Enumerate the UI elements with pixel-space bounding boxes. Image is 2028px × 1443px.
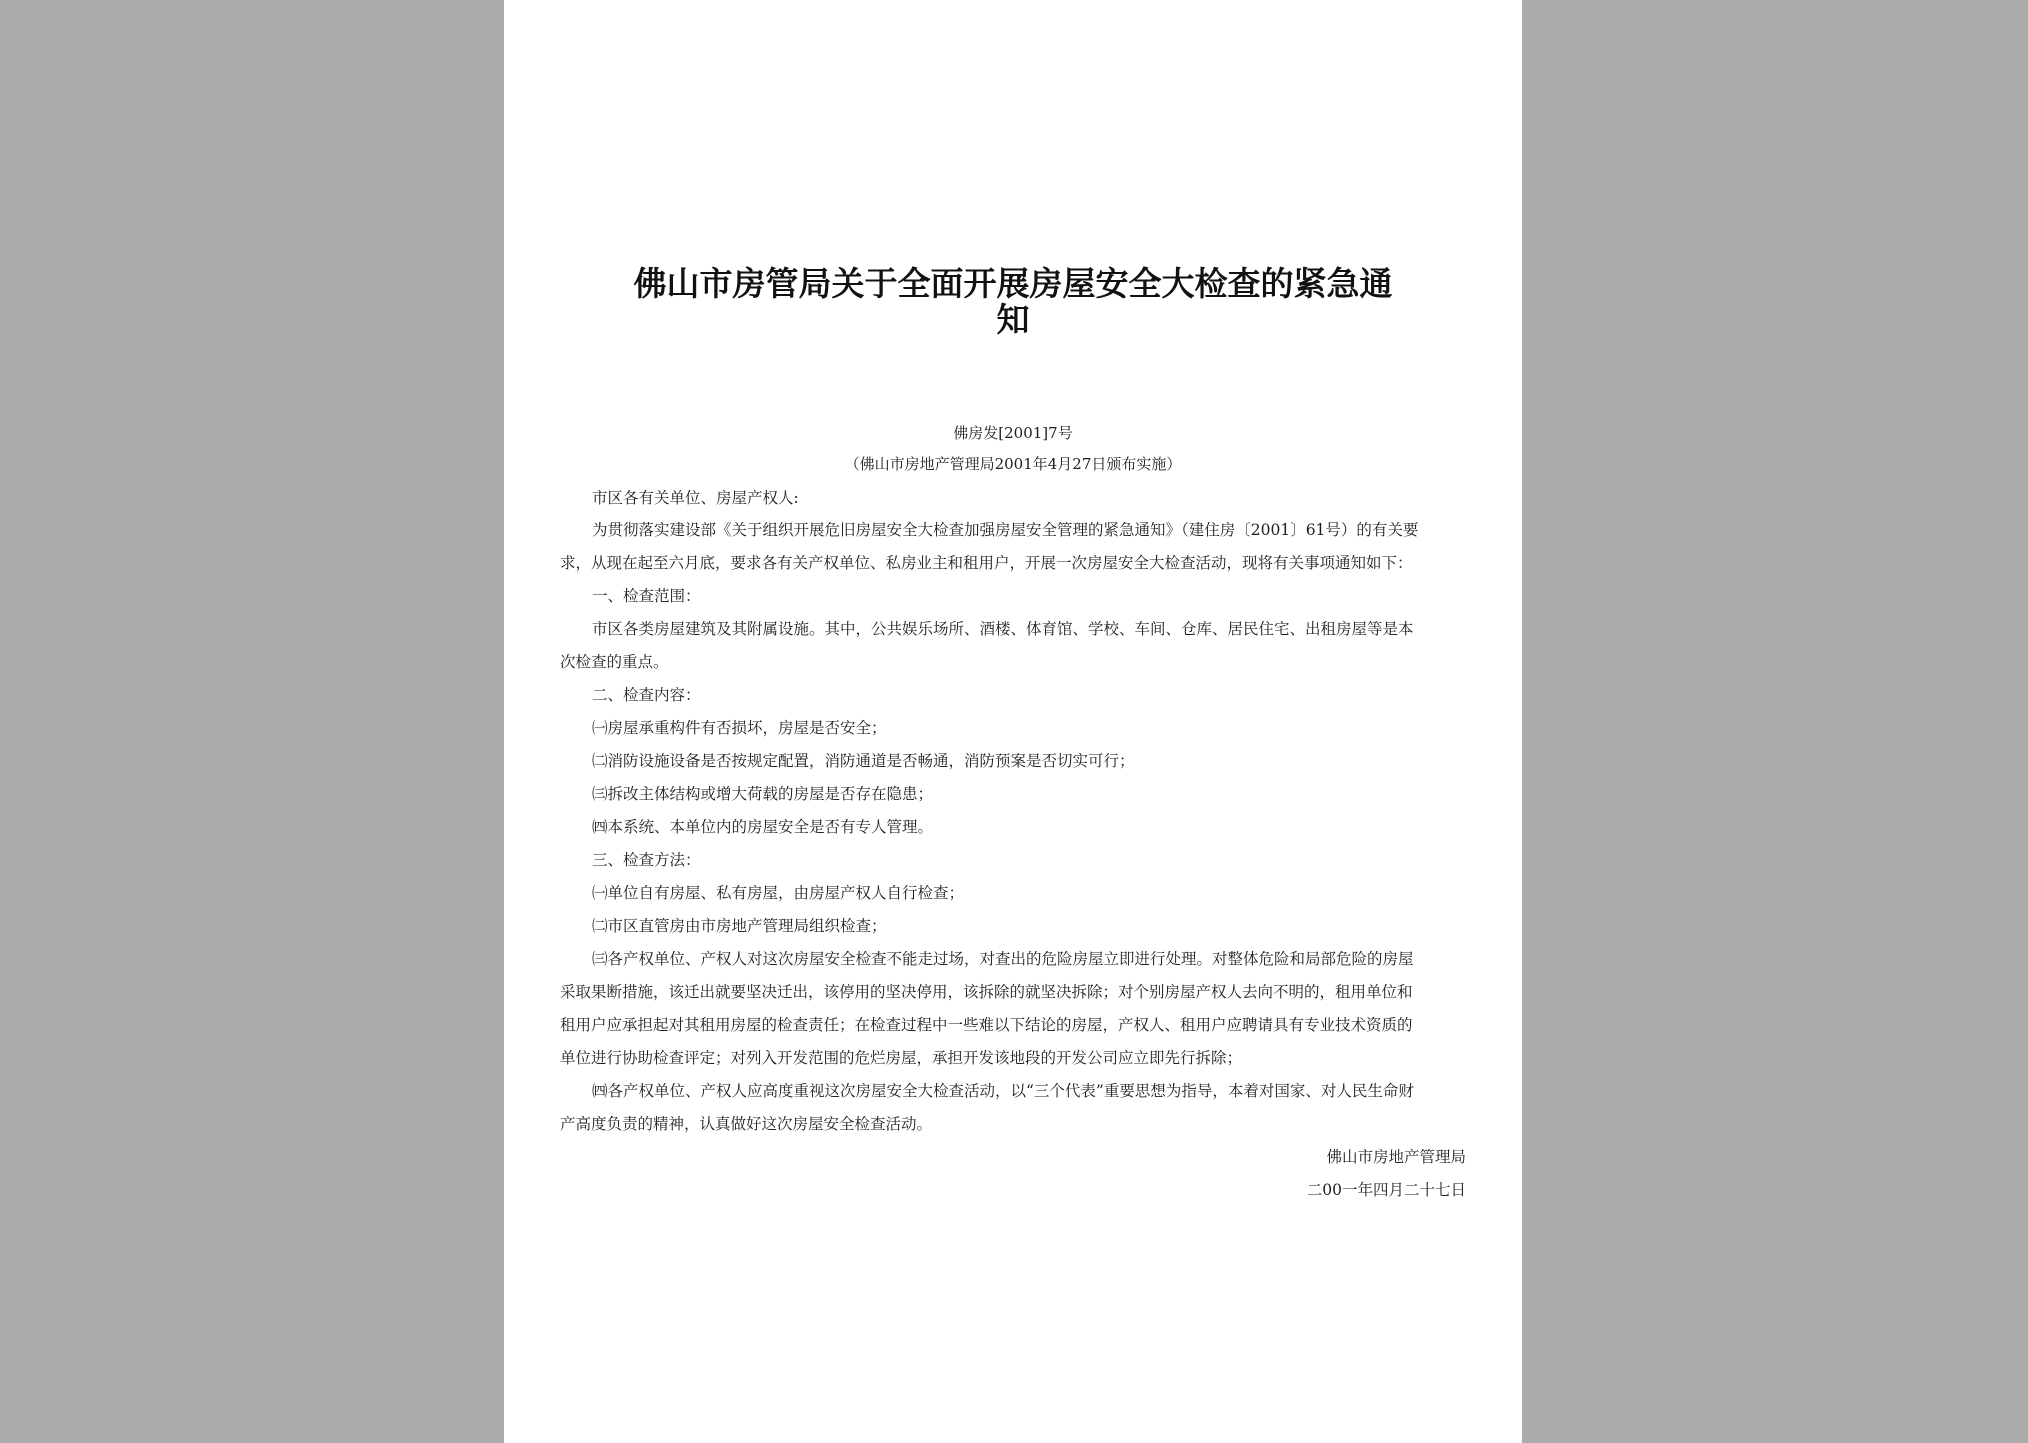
signature: 佛山市房地产管理局 bbox=[1326, 1148, 1466, 1166]
intro-line: 为贯彻落实建设部《关于组织开展危旧房屋安全大检查加强房屋安全管理的紧急通知》（建住房〔2001〕61号）的有关要 bbox=[592, 521, 1419, 539]
paragraph-line: 次检查的重点。 bbox=[560, 653, 669, 671]
paragraph-line: 租用户应承担起对其租用房屋的检查责任；在检查过程中一些难以下结论的房屋，产权人、租用户应聘请具有专业技术资质的 bbox=[560, 1016, 1413, 1034]
list-item: ㈡市区直管房由市房地产管理局组织检查； bbox=[592, 917, 887, 935]
paragraph-line: 产高度负责的精神，认真做好这次房屋安全检查活动。 bbox=[560, 1115, 933, 1133]
paragraph-line: 采取果断措施，该迁出就要坚决迁出，该停用的坚决停用，该拆除的就坚决拆除；对个别房屋产权人去向不明的，租用单位和 bbox=[560, 983, 1413, 1001]
document-page bbox=[504, 0, 1522, 1443]
section-heading: 二、检查内容： bbox=[592, 686, 701, 704]
document-title-line1: 佛山市房管局关于全面开展房屋安全大检查的紧急通 bbox=[633, 264, 1393, 303]
document-date: 二00一年四月二十七日 bbox=[1306, 1181, 1466, 1199]
list-item: ㈢拆改主体结构或增大荷载的房屋是否存在隐患； bbox=[592, 785, 934, 803]
list-item: ㈣各产权单位、产权人应高度重视这次房屋安全大检查活动，以“三个代表”重要思想为指导，本着对国家、对人民生命财 bbox=[592, 1082, 1414, 1100]
intro-line: 求，从现在起至六月底，要求各有关产权单位、私房业主和租用户，开展一次房屋安全大检查活动，现将有关事项通知如下： bbox=[560, 554, 1413, 572]
list-item: ㈡消防设施设备是否按规定配置，消防通道是否畅通，消防预案是否切实可行； bbox=[592, 752, 1135, 770]
section-heading: 三、检查方法： bbox=[592, 851, 701, 869]
list-item: ㈣本系统、本单位内的房屋安全是否有专人管理。 bbox=[592, 818, 934, 836]
document-number: 佛房发[2001]7号 bbox=[953, 424, 1073, 442]
section-heading: 一、检查范围： bbox=[592, 587, 701, 605]
list-item: ㈠房屋承重构件有否损坏，房屋是否安全； bbox=[592, 719, 887, 737]
issue-note: （佛山市房地产管理局2001年4月27日颁布实施） bbox=[844, 455, 1182, 473]
paragraph-line: 市区各类房屋建筑及其附属设施。其中，公共娱乐场所、酒楼、体育馆、学校、车间、仓库、居民住宅、出租房屋等是本 bbox=[592, 620, 1414, 638]
list-item: ㈢各产权单位、产权人对这次房屋安全检查不能走过场，对查出的危险房屋立即进行处理。对整体危险和局部危险的房屋 bbox=[592, 950, 1414, 968]
list-item: ㈠单位自有房屋、私有房屋，由房屋产权人自行检查； bbox=[592, 884, 965, 902]
paragraph-line: 单位进行协助检查评定；对列入开发范围的危烂房屋，承担开发该地段的开发公司应立即先行拆除； bbox=[560, 1049, 1243, 1067]
document-title-line2: 知 bbox=[996, 300, 1030, 339]
salutation: 市区各有关单位、房屋产权人: bbox=[592, 489, 799, 507]
